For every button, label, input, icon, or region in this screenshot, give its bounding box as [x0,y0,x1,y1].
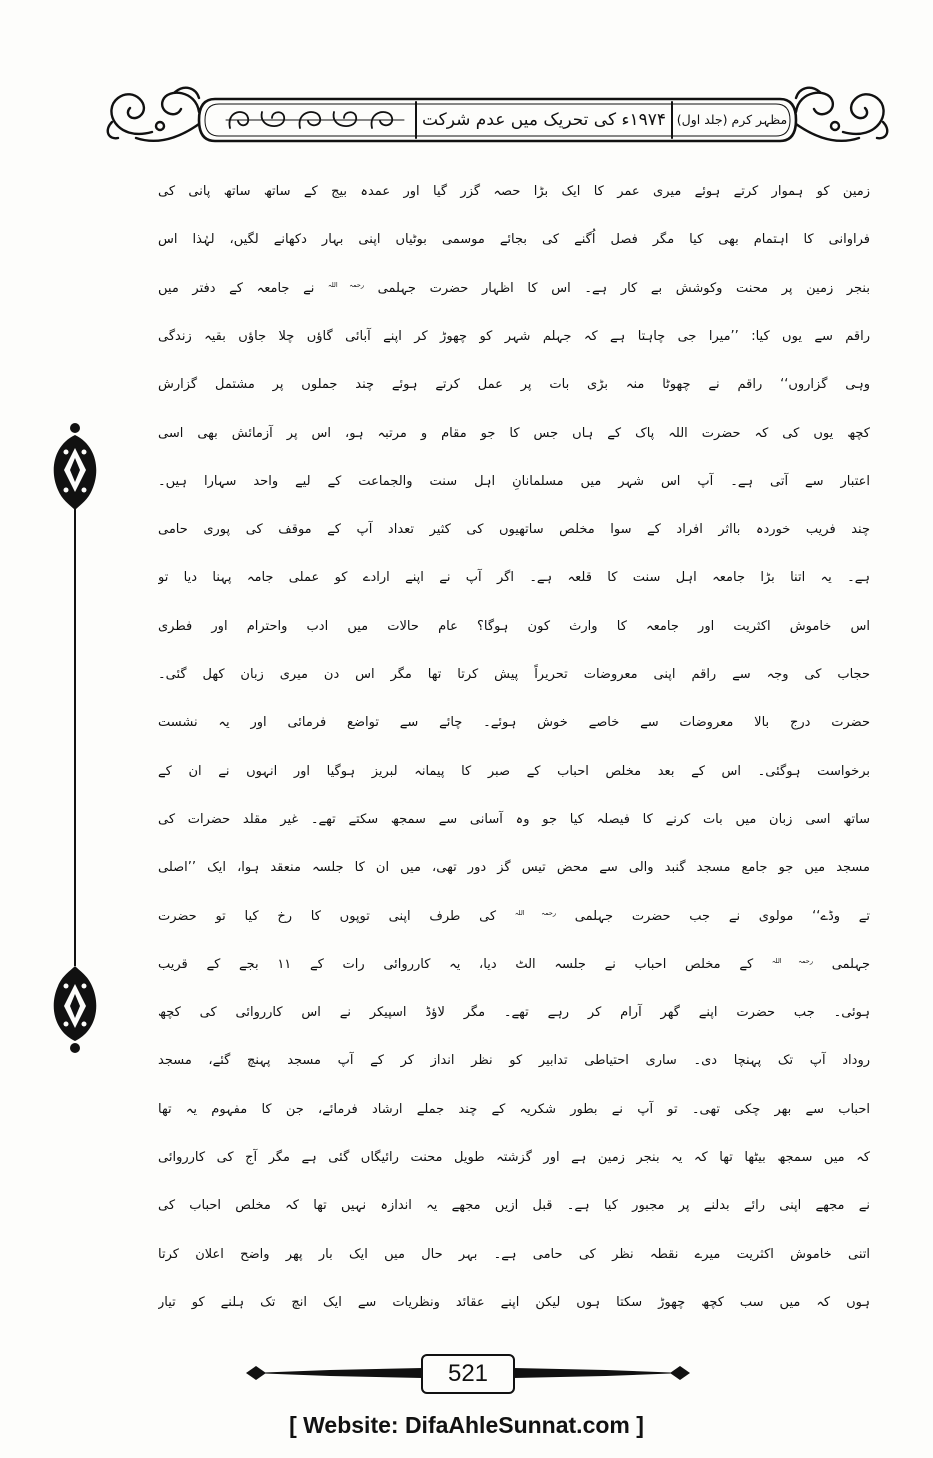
text-line: ہوئی۔ جب حضرت اپنے گھر آرام کر رہے تھے۔ مگر لاؤڈ اسپیکر نے اس کارروائی کی کچھ [158,1005,870,1020]
text-line: کچھ یوں کی کہ حضرت اللہ پاک کے ہاں جس کا جو مقام و مرتبہ ہو، اس پر آزمائش بھی اسی [158,426,870,441]
text-line: حجاب کی وجہ سے راقم اپنی معروضات تحریراً پیش کرتا تھا مگر اس دن میری زبان کھل گئی۔ [158,667,870,682]
header-loops [226,112,404,128]
text-line [158,941,870,989]
margin-ornament [54,423,97,1053]
text-line [158,893,870,941]
text-line [158,265,870,313]
line-segment: جہلمی [831,957,870,972]
page-number: 521 [447,1360,489,1387]
chapter-title: ۱۹۷۴ء کی تحریک میں عدم شرکت [421,110,667,130]
text-line: کہ میں سمجھ بیٹھا تھا کہ یہ بنجر زمین ہے اور گزشتہ طویل محنت رائیگاں گئی ہے مگر آج کی کارروائی [158,1150,870,1165]
honorific: رحمہ اللہ [771,957,813,966]
margin-ornament-bottom [54,966,97,1053]
honorific: رحمہ اللہ [514,909,557,918]
line-segment: بنجر زمین پر محنت وکوشش بے کار ہے۔ اس کا اظہار حضرت جہلمی [377,281,870,296]
header-scroll-left [108,88,199,141]
margin-ornament-top [54,423,97,510]
text-line: احباب سے بھر چکی تھی۔ تو آپ نے بطور شکریہ کے چند جملے ارشاد فرمائے، جن کا مفہوم یہ تھا [158,1102,870,1117]
text-line: اس خاموش اکثریت اور جامعہ کا وارث کون ہوگا؟ عام حالات میں ادب واحترام اور فطری [158,619,870,634]
text-line: روداد آپ تک پہنچا دی۔ ساری احتیاطی تدابیر کو نظر انداز کر کے آپ مسجد پہنچ گئے، مسجد [158,1053,870,1068]
text-line: ہے۔ یہ اتنا بڑا جامعہ اہل سنت کا قلعہ ہے۔ اگر آپ نے اپنے ارادے کو عملی جامہ پہنا دیا تو [158,570,870,585]
line-segment: تے وڈے‘‘ مولوی نے جب حضرت جہلمی [574,909,870,924]
text-line: زمین کو ہموار کرتے ہوئے میری عمر کا ایک بڑا حصہ گزر گیا اور عمدہ بیج کے ساتھ ساتھ پانی کی [158,184,870,199]
text-line: ہوں کہ میں سب کچھ چھوڑ سکتا ہوں لیکن اپنے عقائد ونظریات سے ایک انچ تک ہلنے کو تیار [158,1295,870,1310]
text-line: حضرت درج بالا معروضات سے خاصے خوش ہوئے۔ چائے سے تواضع فرمائی اور یہ نشست [158,715,870,730]
header-scroll-right [796,88,887,141]
text-line: نے مجھے اپنی رائے بدلنے پر مجبور کیا ہے۔ قبل ازیں مجھے یہ اندازہ نہیں تھا کہ مخلص احباب کی [158,1198,870,1213]
banner-end-left [246,1366,266,1380]
text-line: برخواست ہوگئی۔ اس کے بعد مخلص احباب کے صبر کا پیمانہ لبریز ہوگیا اور انہوں نے ان کے [158,764,870,779]
book-title: مظہر کرم (جلد اول) [676,112,788,127]
text-line: ساتھ اسی زبان میں بات کرنے کا فیصلہ کیا جو وہ آسانی سے سمجھ سکتے تھے۔ غیر مقلد حضرات کی [158,812,870,827]
banner-end-right [670,1366,690,1380]
line-segment: کے مخلص احباب نے جلسہ الٹ دیا، یہ کارروائی رات کے ۱۱ بجے کے قریب [158,957,754,972]
text-line: مسجد میں جو جامع مسجد گنبد والی سے محض تیس گز دور تھی، میں ان کا جلسہ منعقد ہوا، ایک ’’اصلی [158,860,870,875]
text-line: اتنی خاموش اکثریت میرے نقطہ نظر کی حامی ہے۔ بہر حال میں ایک بار پھر واضح اعلان کرتا [158,1247,870,1262]
banner-rule-right [514,1368,684,1378]
text-line: اعتبار سے آتی ہے۔ آپ اس شہر میں مسلمانانِ اہل سنت والجماعت کے لیے واحد سہارا ہیں۔ [158,474,870,489]
line-segment: نے جامعہ کے دفتر میں [158,281,315,296]
honorific: رحمہ اللہ [327,281,365,290]
line-segment: کی طرف اپنی توپوں کا رخ کیا تو حضرت [158,909,497,924]
text-line: چند فریب خوردہ بااثر افراد کے سوا مخلص ساتھیوں کی کثیر تعداد آپ کے موقف کی پوری حامی [158,522,870,537]
text-line: راقم سے یوں کیا: ’’میرا جی چاہتا ہے کہ جہلم شہر کو چھوڑ کر اپنے آبائی گاؤں چلا جاؤں بقیہ زندگی [158,329,870,344]
text-line: وہی گزاروں‘‘ راقم نے چھوٹا منہ بڑی بات پر عمل کرتے ہوئے چند جملوں پر مشتمل گزارش [158,377,870,392]
banner-rule-left [252,1368,422,1378]
website-footer: [ Website: DifaAhleSunnat.com ] [289,1412,644,1438]
text-line: فراوانی کا اہتمام بھی کیا مگر فصل اُگنے کی بجائے موسمی بوٹیاں اپنی بہار دکھانے لگیں، لہٰذا اس [158,232,870,247]
